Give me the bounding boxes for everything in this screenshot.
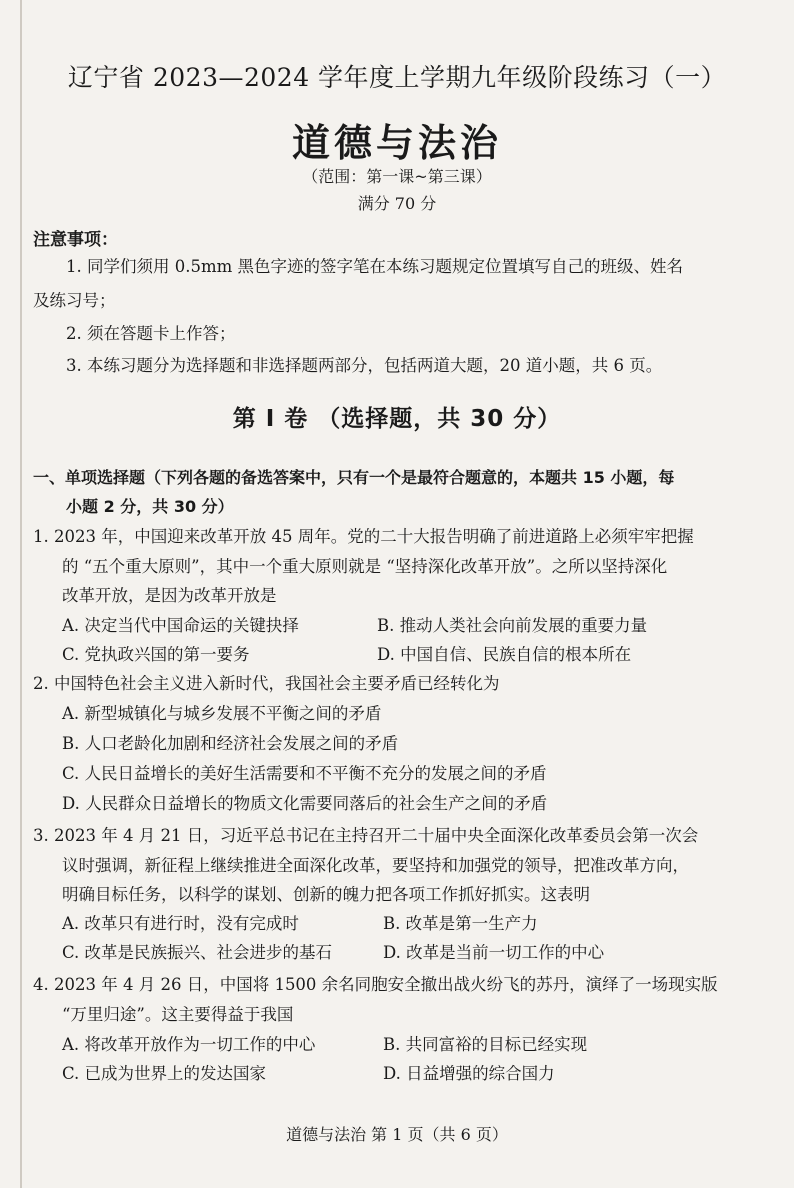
note-item: 3. 本练习题分为选择题和非选择题两部分，包括两道大题，20 道小题，共 6 页。	[66, 356, 663, 375]
subject-title: 道德与法治	[291, 121, 502, 165]
question-stem: 1. 2023 年，中国迎来改革开放 45 周年。党的二十大报告明确了前进道路上必须牢牢把握	[33, 527, 694, 546]
question-stem: 3. 2023 年 4 月 21 日，习近平总书记在主持召开二十届中央全面深化改革委员会第一次会	[33, 826, 699, 845]
option-b: B. 共同富裕的目标已经实现	[383, 1035, 588, 1054]
question-stem: 议时强调，新征程上继续推进全面深化改革，要坚持和加强党的领导，把准改革方向，	[62, 856, 689, 875]
option-a: A. 决定当代中国命运的关键抉择	[62, 616, 299, 635]
page-footer: 道德与法治 第 1 页（共 6 页）	[286, 1125, 508, 1144]
note-item: 1. 同学们须用 0.5mm 黑色字迹的签字笔在本练习题规定位置填写自己的班级、姓名	[66, 257, 684, 276]
option-a: A. 新型城镇化与城乡发展不平衡之间的矛盾	[62, 704, 382, 723]
option-c: C. 已成为世界上的发达国家	[62, 1064, 267, 1083]
question-stem: 的 “五个重大原则”，其中一个重大原则就是 “坚持深化改革开放”。之所以坚持深化	[62, 557, 668, 576]
option-b: B. 改革是第一生产力	[383, 914, 538, 933]
option-d: D. 中国自信、民族自信的根本所在	[377, 645, 632, 664]
notes-heading: 注意事项：	[33, 230, 118, 250]
full-score: 满分 70 分	[357, 194, 437, 213]
exam-title: 辽宁省 2023—2024 学年度上学期九年级阶段练习（一）	[67, 63, 727, 92]
question-stem: 4. 2023 年 4 月 26 日，中国将 1500 余名同胞安全撤出战火纷飞的苏丹，演绎了一场现实版	[33, 975, 718, 994]
scope-text: （范围：第一课~第三课）	[302, 167, 492, 186]
option-d: D. 日益增强的综合国力	[383, 1064, 555, 1083]
question-stem: 明确目标任务，以科学的谋划、创新的魄力把各项工作抓好抓实。这表明	[62, 885, 590, 904]
question-stem: 2. 中国特色社会主义进入新时代，我国社会主要矛盾已经转化为	[33, 674, 500, 693]
option-c: C. 改革是民族振兴、社会进步的基石	[62, 943, 333, 962]
part-heading: 小题 2 分，共 30 分）	[66, 497, 234, 516]
question-stem: 改革开放，是因为改革开放是	[62, 586, 277, 605]
part-heading: 一、单项选择题（下列各题的备选答案中，只有一个是最符合题意的，本题共 15 小题，每	[33, 468, 675, 487]
option-a: A. 改革只有进行时，没有完成时	[62, 914, 299, 933]
option-c: C. 党执政兴国的第一要务	[62, 645, 250, 664]
section-title: 第 I 卷 （选择题，共 30 分）	[232, 406, 562, 432]
note-item: 2. 须在答题卡上作答；	[66, 324, 236, 343]
question-stem: “万里归途”。这主要得益于我国	[62, 1005, 294, 1024]
option-c: C. 人民日益增长的美好生活需要和不平衡不充分的发展之间的矛盾	[62, 764, 547, 783]
option-a: A. 将改革开放作为一切工作的中心	[62, 1035, 316, 1054]
option-d: D. 改革是当前一切工作的中心	[383, 943, 605, 962]
option-d: D. 人民群众日益增长的物质文化需要同落后的社会生产之间的矛盾	[62, 794, 548, 813]
option-b: B. 推动人类社会向前发展的重要力量	[377, 616, 648, 635]
note-item: 及练习号；	[33, 291, 116, 310]
option-b: B. 人口老龄化加剧和经济社会发展之间的矛盾	[62, 734, 399, 753]
